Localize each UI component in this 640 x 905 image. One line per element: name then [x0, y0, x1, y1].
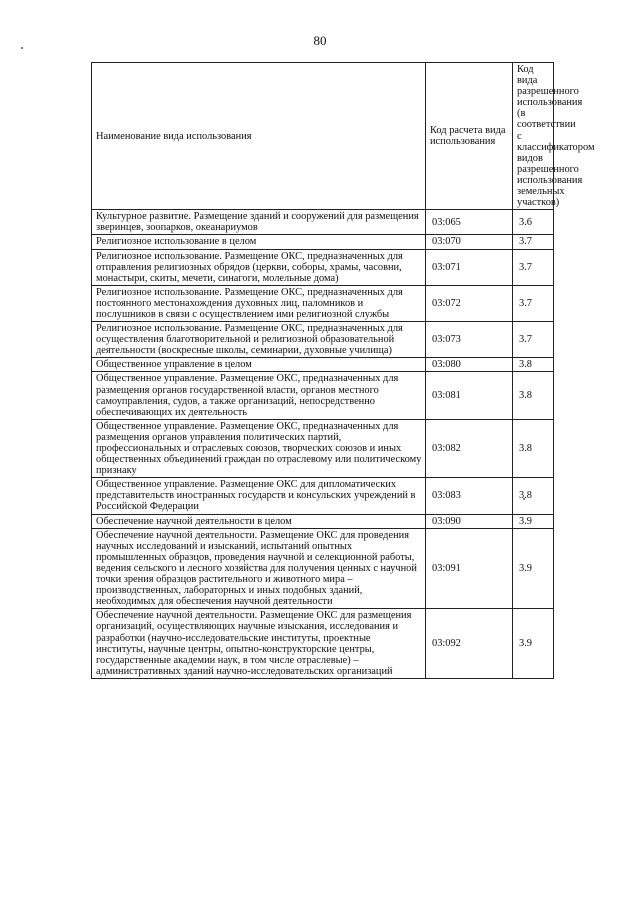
scan-speck — [21, 47, 23, 49]
calc-code: 03:065 — [426, 210, 513, 235]
page-number: 80 — [313, 33, 327, 48]
calc-code: 03:083 — [426, 478, 513, 514]
calc-code: 03:081 — [426, 372, 513, 419]
table-row — [92, 235, 554, 249]
use-name: Общественное управление. Размещение ОКС, предназначенных для размещения органов управления политических партий, профессиональных и отраслевых союзов, творческих союзов и иных общественных объединений граждан по отраслевому или политическому признаку — [92, 419, 426, 477]
calc-code: 03:070 — [426, 235, 513, 249]
table-row — [92, 285, 554, 321]
use-name: Обеспечение научной деятельности в целом — [92, 514, 426, 528]
table-row — [92, 528, 554, 609]
calc-code: 03:072 — [426, 285, 513, 321]
table-row — [92, 322, 554, 358]
type-code: 3.9 — [513, 528, 554, 609]
type-code: 3.9 — [513, 609, 554, 679]
table-row — [92, 514, 554, 528]
use-name: Общественное управление. Размещение ОКС, предназначенных для размещения органов государственной власти, органов местного самоуправления, судов, а также организаций, непосредственно обеспечивающих их деятельность — [92, 372, 426, 419]
type-code: 3.7 — [513, 249, 554, 285]
type-code: 3.8 — [513, 358, 554, 372]
use-name: Культурное развитие. Размещение зданий и сооружений для размещения зверинцев, зоопарков, океанариумов — [92, 210, 426, 235]
table-header-row — [92, 63, 554, 210]
calc-code: 03:082 — [426, 419, 513, 477]
use-name: Обеспечение научной деятельности. Размещение ОКС для проведения научных исследований и изысканий, испытаний опытных промышленных образцов, проведения научной и селекционной работы, ведения сельского и лесного хозяйства для получения ценных с научной точки зрения образцов растительного и животного мира – производственных, лабораторных и иных подобных зданий, необходимых для обеспечения научной деятельности — [92, 528, 426, 609]
type-code: 3.7 — [513, 285, 554, 321]
table-row — [92, 249, 554, 285]
header-calc-code: Код расчета вида использования — [426, 63, 513, 210]
calc-code: 03:071 — [426, 249, 513, 285]
use-name: Обеспечение научной деятельности. Размещение ОКС для размещения организаций, осуществляющих научные изыскания, исследования и разработки (научно-исследовательские институты, проектные институты, научные центры, опытно-конструкторские центры, государственные академии наук, в том числе отраслевые) – административных зданий научно-исследовательских организаций — [92, 609, 426, 679]
calc-code: 03:092 — [426, 609, 513, 679]
type-code: 3.8 — [513, 372, 554, 419]
table-row — [92, 609, 554, 679]
use-name: Религиозное использование в целом — [92, 235, 426, 249]
use-name: Религиозное использование. Размещение ОКС, предназначенных для осуществления благотворительной и религиозной образовательной деятельности (воскресные школы, семинарии, духовные училища) — [92, 322, 426, 358]
table-row — [92, 478, 554, 514]
calc-code: 03:090 — [426, 514, 513, 528]
header-type-code: Код вида разрешенного использования (в соответствии с классификатором видов разрешенного использования земельных участков) — [513, 63, 554, 210]
type-code: 3.7 — [513, 235, 554, 249]
calc-code: 03:073 — [426, 322, 513, 358]
calc-code: 03:091 — [426, 528, 513, 609]
table-row — [92, 210, 554, 235]
table-row — [92, 358, 554, 372]
use-name: Общественное управление в целом — [92, 358, 426, 372]
table-row — [92, 419, 554, 477]
type-code: 3.8 — [513, 419, 554, 477]
use-name: Религиозное использование. Размещение ОКС, предназначенных для отправления религиозных обрядов (церкви, соборы, храмы, часовни, монастыри, скиты, мечети, синагоги, молельные дома) — [92, 249, 426, 285]
type-code: 3.9 — [513, 514, 554, 528]
header-use-name: Наименование вида использования — [92, 63, 426, 210]
calc-code: 03:080 — [426, 358, 513, 372]
use-name: Общественное управление. Размещение ОКС для дипломатических представительств иностранных государств и консульских учреждений в Российской Федерации — [92, 478, 426, 514]
use-name: Религиозное использование. Размещение ОКС, предназначенных для постоянного местонахождения духовных лиц, паломников и послушников в связи с осуществлением ими религиозной службы — [92, 285, 426, 321]
type-code: 3.7 — [513, 322, 554, 358]
type-code: 3.8 — [513, 478, 554, 514]
table-row — [92, 372, 554, 419]
land-use-table — [91, 62, 595, 679]
type-code: 3.6 — [513, 210, 554, 235]
